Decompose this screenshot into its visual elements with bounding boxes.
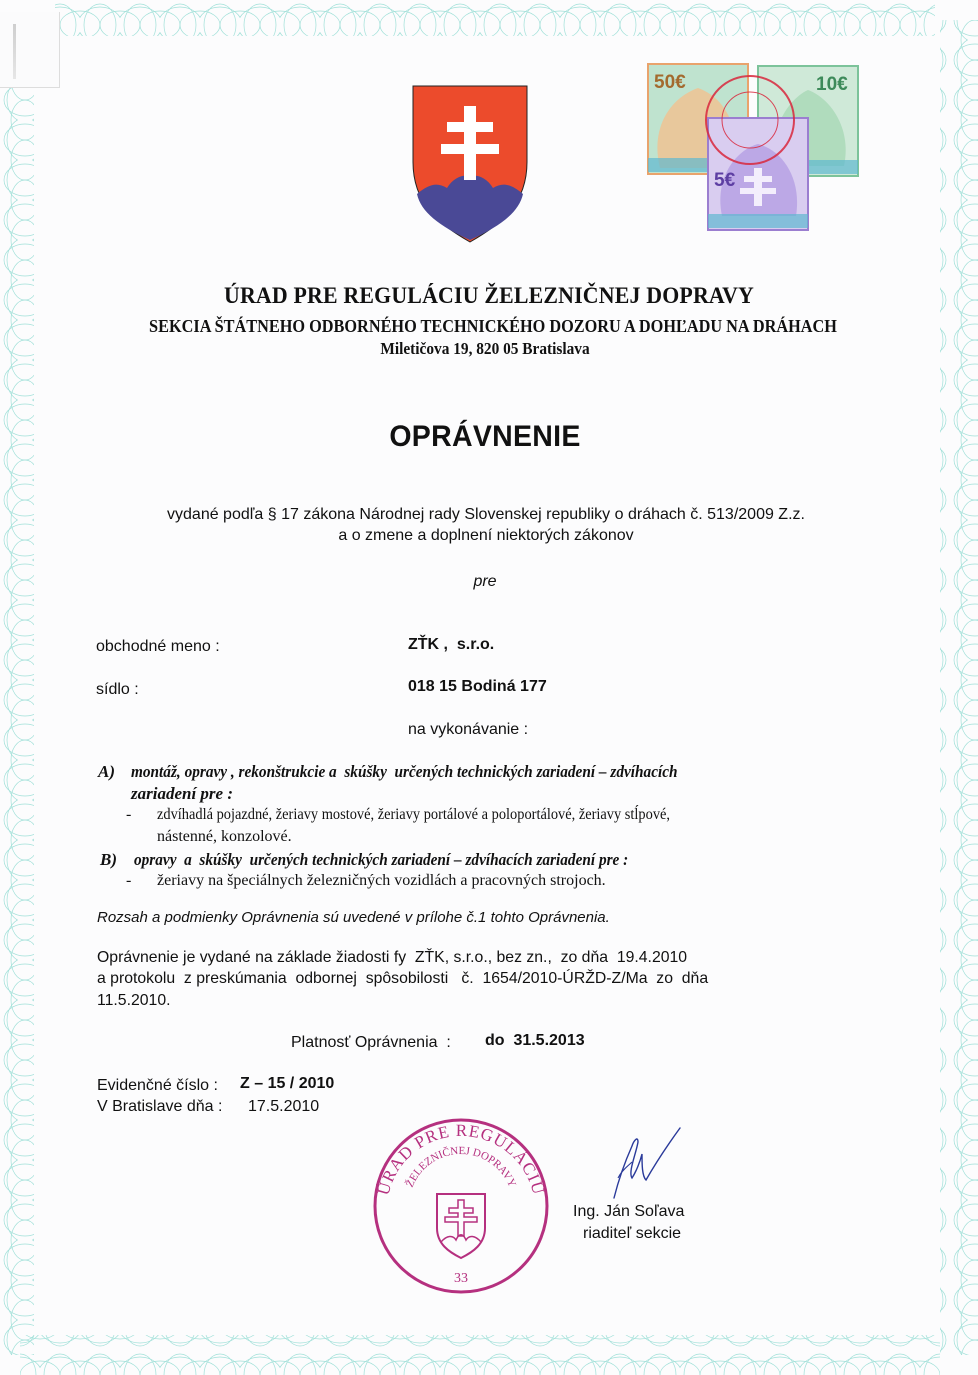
scope-b-line-1: opravy a skúšky určených technických zariadení – zdvíhacích zariadení pre :: [134, 850, 629, 869]
seal-number: 33: [454, 1271, 468, 1286]
svg-text:ÚRAD PRE REGULÁCIU: [374, 1121, 549, 1197]
stamp-value-10: 10€: [816, 74, 848, 95]
seal-outer-text: ÚRAD PRE REGULÁCIU: [373, 1120, 549, 1198]
validity-label: Platnosť Oprávnenia :: [291, 1034, 451, 1051]
basis-line-3: 11.5.2010.: [97, 992, 171, 1009]
scan-artifact: [0, 12, 60, 88]
basis-line-1: Oprávnenie je vydané na základe žiadosti fy ZŤK, s.r.o., bez zn., zo dňa 19.4.2010: [97, 949, 688, 966]
signatory-name: Ing. Ján Soľava: [573, 1203, 685, 1220]
revenue-stamps: [640, 58, 865, 236]
business-name-value: ZŤK , s.r.o.: [408, 636, 495, 653]
scope-b-bullet: -: [126, 872, 132, 889]
scope-a-marker: A): [98, 762, 115, 781]
scope-b-marker: B): [100, 850, 117, 869]
scope-a-items-line-2: nástenné, konzolové.: [157, 828, 292, 845]
registration-number-label: Evidenčné číslo :: [97, 1077, 218, 1094]
official-seal: [371, 1118, 551, 1296]
scope-a-bullet: -: [126, 806, 132, 823]
registration-number-value: Z – 15 / 2010: [240, 1075, 335, 1092]
slovak-coat-of-arms: [411, 84, 529, 244]
issue-date-label: V Bratislave dňa :: [97, 1098, 223, 1115]
legal-basis-line-2: a o zmene a doplnení niektorých zákonov: [338, 527, 634, 544]
section-name: SEKCIA ŠTÁTNEHO ODBORNÉHO TECHNICKÉHO DOZORU A DOHĽADU NA DRÁHACH: [149, 316, 837, 336]
scope-a-line-2: zariadení pre :: [131, 784, 233, 803]
document-title: OPRÁVNENIE: [389, 420, 581, 453]
scope-a-line-1: montáž, opravy , rekonštrukcie a skúšky určených technických zariadení – zdvíhacích: [131, 762, 678, 781]
annex-note: Rozsah a podmienky Oprávnenia sú uvedené v prílohe č.1 tohto Oprávnenia.: [97, 909, 610, 926]
handwritten-signature: [598, 1126, 688, 1200]
scope-b-items-line-1: žeriavy na špeciálnych železničných vozidlách a pracovných strojoch.: [157, 872, 606, 889]
signatory-role: riaditeľ sekcie: [583, 1225, 682, 1242]
validity-value: do 31.5.2013: [485, 1032, 585, 1049]
for-label: pre: [473, 573, 497, 590]
stamp-value-50: 50€: [654, 72, 686, 93]
seat-value: 018 15 Bodiná 177: [408, 678, 547, 695]
legal-basis-line-1: vydané podľa § 17 zákona Národnej rady Slovenskej republiky o dráhach č. 513/2009 Z.z.: [167, 506, 805, 523]
authority-name: ÚRAD PRE REGULÁCIU ŽELEZNIČNEJ DOPRAVY: [223, 283, 755, 309]
authority-address: Miletičova 19, 820 05 Bratislava: [380, 339, 590, 358]
activity-label: na vykonávanie :: [408, 721, 529, 738]
seat-label: sídlo :: [96, 681, 139, 698]
basis-line-2: a protokolu z preskúmania odbornej spôsobilosti č. 1654/2010-ÚRŽD-Z/Ma zo dňa: [97, 970, 709, 987]
business-name-label: obchodné meno :: [96, 638, 220, 655]
issue-date-value: 17.5.2010: [248, 1098, 320, 1115]
seal-inner-text: ŽELEZNIČNEJ DOPRAVY: [403, 1144, 519, 1190]
stamp-value-5: 5€: [714, 170, 736, 191]
scope-a-items-line-1: zdvíhadlá pojazdné, žeriavy mostové, žeriavy portálové a poloportálové, žeriavy stĺpové,: [157, 806, 671, 823]
